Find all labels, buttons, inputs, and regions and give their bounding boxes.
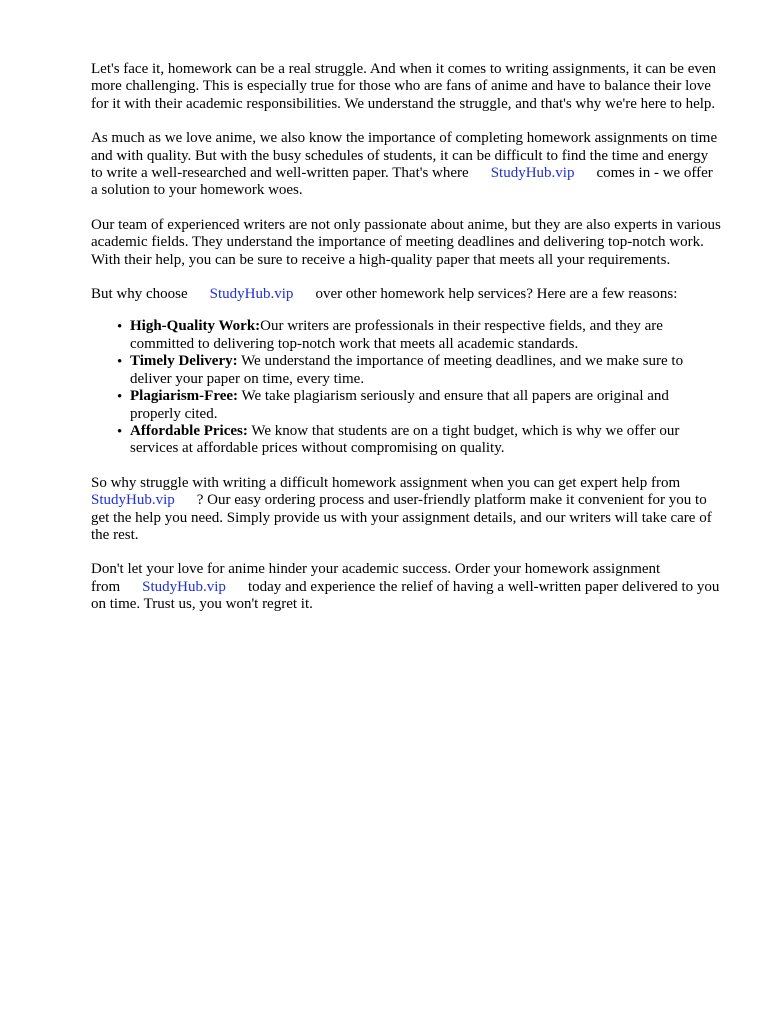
reason-text: We take plagiarism seriously and ensure that all papers are original and properly cited.	[130, 388, 669, 422]
paragraph-text: ? Our easy ordering process and user-friendly platform make it convenient for you to get the help you need. Simply provide us with your assignment details, and our writers will take care of the rest.	[91, 492, 712, 543]
reasons-list	[91, 318, 723, 457]
paragraph-text: As much as we love anime, we also know the importance of completing homework assignments on time and with quality. But with the busy schedules of students, it can be difficult to find the time and energy to write a well-researched and well-written paper. That's where	[91, 130, 718, 182]
document-body	[91, 61, 723, 631]
reason-text: Our writers are professionals in their respective fields, and they are committed to delivering top-notch work that meets all academic standards.	[130, 318, 663, 352]
paragraph-importance	[91, 130, 723, 200]
paragraph-text: today and experience the relief of having a well-written paper delivered to you on time. Trust us, you won't regret it.	[91, 578, 720, 613]
list-item	[117, 318, 723, 353]
paragraph-text: over other homework help services? Here are a few reasons:	[315, 286, 678, 303]
paragraph-text: But why choose	[91, 286, 188, 303]
bullet-icon: •	[117, 389, 123, 406]
studyhub-link[interactable]: StudyHub.vip	[91, 492, 175, 509]
paragraph-team: Our team of experienced writers are not only passionate about anime, but they are also experts in various academic fields. They understand the importance of meeting deadlines and delivering top-notch work. With their help, you can be sure to receive a high-quality paper that meets all your requirements.	[91, 216, 721, 268]
studyhub-link[interactable]: StudyHub.vip	[142, 578, 226, 595]
reason-title: Plagiarism-Free:	[130, 388, 239, 405]
paragraph-text: comes in - we offer a solution to your homework woes.	[91, 165, 713, 199]
paragraph-expert-help	[91, 475, 723, 545]
paragraph-text: Don't let your love for anime hinder your academic success. Order your homework assignment from	[91, 561, 661, 595]
paragraph-text: So why struggle with writing a difficult homework assignment when you can get expert help from	[91, 474, 681, 491]
reason-title: Affordable Prices:	[130, 422, 248, 439]
paragraph-closing	[91, 561, 723, 613]
reason-title: High-Quality Work:	[130, 318, 261, 335]
list-item	[117, 388, 723, 423]
list-item	[117, 422, 723, 458]
reason-text: We understand the importance of meeting deadlines, and we make sure to deliver your paper on time, every time.	[130, 353, 684, 387]
bullet-icon: •	[117, 319, 123, 336]
studyhub-link[interactable]: StudyHub.vip	[209, 286, 294, 303]
bullet-icon: •	[117, 354, 123, 371]
reason-text: We know that students are on a tight budget, which is why we offer our services at affordable prices without compromising on quality.	[130, 422, 680, 457]
paragraph-intro: Let's face it, homework can be a real struggle. And when it comes to writing assignments, it can be even more challenging. This is especially true for those who are fans of anime and have to balance their love for it with their academic responsibilities. We understand the struggle, and that's why we're here to help.	[91, 61, 717, 112]
reason-title: Timely Delivery:	[130, 353, 238, 370]
studyhub-link[interactable]: StudyHub.vip	[490, 165, 575, 182]
bullet-icon: •	[117, 423, 123, 440]
paragraph-why-choose	[91, 286, 723, 303]
list-item	[117, 353, 723, 388]
